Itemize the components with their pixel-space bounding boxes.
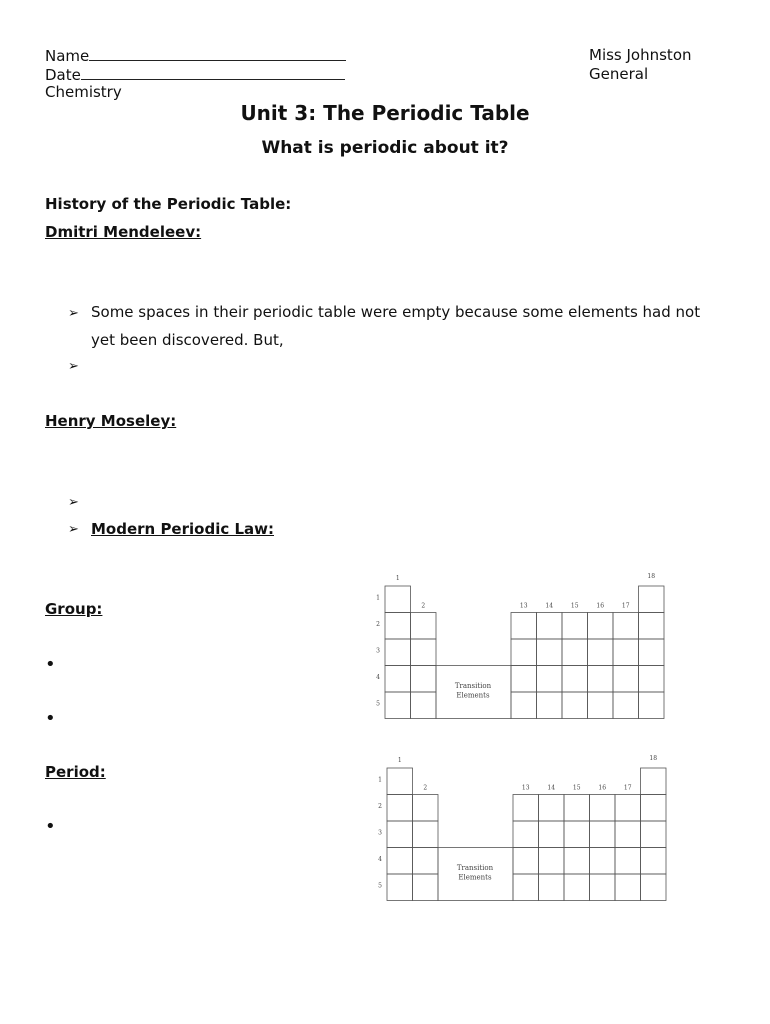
table-cell bbox=[613, 666, 639, 693]
group-bullet: • bbox=[45, 708, 56, 729]
table-cell bbox=[387, 795, 413, 822]
table-cell bbox=[385, 639, 411, 666]
table-cell bbox=[590, 821, 616, 848]
table-cell bbox=[411, 639, 437, 666]
group-label: 2 bbox=[421, 602, 426, 610]
table-cell bbox=[639, 666, 665, 693]
modern-law-heading: Modern Periodic Law: bbox=[91, 520, 274, 538]
table-cell bbox=[537, 639, 563, 666]
periodic-table-outline bbox=[360, 570, 680, 725]
table-cell bbox=[413, 874, 439, 901]
group-label: 18 bbox=[647, 573, 656, 580]
name-line[interactable] bbox=[45, 46, 346, 65]
table-cell bbox=[385, 613, 411, 640]
table-cell bbox=[539, 848, 565, 875]
transition-label: Elements bbox=[458, 873, 492, 882]
table-cell bbox=[562, 666, 588, 693]
moseley-heading: Henry Moseley: bbox=[45, 412, 177, 430]
table-cell bbox=[537, 666, 563, 693]
table-cell bbox=[613, 692, 639, 719]
table-cell bbox=[387, 848, 413, 875]
name-label: Name bbox=[45, 47, 90, 65]
table-cell bbox=[639, 613, 665, 640]
table-cell bbox=[413, 848, 439, 875]
table-cell bbox=[511, 666, 537, 693]
periodic-table-outline-2 bbox=[360, 752, 680, 907]
table-cell bbox=[537, 692, 563, 719]
page-title: Unit 3: The Periodic Table bbox=[240, 101, 530, 125]
mendeleev-heading: Dmitri Mendeleev: bbox=[45, 223, 202, 241]
table-cell bbox=[411, 666, 437, 693]
table-cell bbox=[385, 666, 411, 693]
table-cell bbox=[641, 768, 667, 795]
arrow-bullet-icon: ➢ bbox=[68, 306, 79, 321]
date-line[interactable] bbox=[45, 65, 345, 84]
table-cell bbox=[564, 795, 590, 822]
course-name: Chemistry bbox=[45, 83, 122, 101]
arrow-bullet-icon: ➢ bbox=[68, 359, 79, 374]
table-cell bbox=[564, 821, 590, 848]
table-cell bbox=[564, 848, 590, 875]
period-label: 2 bbox=[378, 802, 382, 810]
table-cell bbox=[562, 639, 588, 666]
table-cell bbox=[641, 821, 667, 848]
table-cell bbox=[511, 639, 537, 666]
table-cell bbox=[641, 795, 667, 822]
table-cell bbox=[615, 795, 641, 822]
group-label: 16 bbox=[596, 602, 605, 610]
date-label: Date bbox=[45, 66, 81, 84]
table-cell bbox=[539, 795, 565, 822]
period-label: 3 bbox=[376, 647, 380, 655]
table-cell bbox=[613, 613, 639, 640]
table-cell bbox=[513, 821, 539, 848]
arrow-bullet-icon: ➢ bbox=[68, 495, 79, 510]
table-cell bbox=[588, 666, 614, 693]
table-cell bbox=[539, 821, 565, 848]
table-cell bbox=[590, 874, 616, 901]
table-cell bbox=[562, 613, 588, 640]
period-label: 1 bbox=[376, 594, 380, 602]
table-cell bbox=[387, 768, 413, 795]
table-cell bbox=[639, 639, 665, 666]
table-cell bbox=[615, 848, 641, 875]
group-label: 13 bbox=[519, 602, 528, 610]
transition-label: Transition bbox=[454, 682, 492, 691]
table-cell bbox=[615, 821, 641, 848]
name-blank[interactable] bbox=[89, 46, 346, 61]
period-label: 4 bbox=[376, 673, 380, 681]
mendeleev-bullet-line2: yet been discovered. But, bbox=[91, 331, 284, 349]
group-label: 18 bbox=[649, 755, 658, 762]
period-heading: Period: bbox=[45, 763, 106, 781]
table-cell bbox=[588, 692, 614, 719]
period-label: 2 bbox=[376, 620, 380, 628]
class-level: General bbox=[589, 65, 649, 83]
history-heading: History of the Periodic Table: bbox=[45, 195, 292, 213]
table-cell bbox=[562, 692, 588, 719]
table-cell bbox=[641, 848, 667, 875]
group-label: 17 bbox=[621, 602, 630, 610]
table-cell bbox=[411, 613, 437, 640]
table-cell bbox=[590, 848, 616, 875]
group-label: 1 bbox=[397, 757, 402, 764]
group-label: 1 bbox=[395, 575, 400, 582]
transition-label: Elements bbox=[456, 691, 490, 700]
arrow-bullet-icon: ➢ bbox=[68, 522, 79, 537]
period-bullet: • bbox=[45, 816, 56, 837]
period-label: 1 bbox=[378, 776, 382, 784]
period-label: 4 bbox=[378, 855, 382, 863]
table-cell bbox=[639, 692, 665, 719]
table-cell bbox=[539, 874, 565, 901]
group-label: 15 bbox=[570, 602, 579, 610]
table-cell bbox=[564, 874, 590, 901]
table-cell bbox=[511, 613, 537, 640]
table-cell bbox=[513, 848, 539, 875]
table-cell bbox=[615, 874, 641, 901]
table-cell bbox=[513, 874, 539, 901]
table-cell bbox=[590, 795, 616, 822]
table-cell bbox=[639, 586, 665, 613]
table-cell bbox=[385, 586, 411, 613]
group-label: 14 bbox=[545, 602, 554, 610]
period-label: 3 bbox=[378, 829, 382, 837]
group-label: 13 bbox=[521, 784, 530, 792]
table-cell bbox=[588, 613, 614, 640]
table-cell bbox=[413, 821, 439, 848]
table-cell bbox=[387, 821, 413, 848]
table-cell bbox=[513, 795, 539, 822]
group-label: 16 bbox=[598, 784, 607, 792]
group-heading: Group: bbox=[45, 600, 103, 618]
table-cell bbox=[511, 692, 537, 719]
group-bullet: • bbox=[45, 654, 56, 675]
table-cell bbox=[385, 692, 411, 719]
group-label: 15 bbox=[572, 784, 581, 792]
group-label: 17 bbox=[623, 784, 632, 792]
transition-label: Transition bbox=[456, 864, 494, 873]
table-cell bbox=[411, 692, 437, 719]
table-cell bbox=[413, 795, 439, 822]
mendeleev-bullet-line1: Some spaces in their periodic table were empty because some elements had not bbox=[91, 303, 701, 321]
period-label: 5 bbox=[376, 700, 380, 708]
period-label: 5 bbox=[378, 882, 382, 890]
table-cell bbox=[387, 874, 413, 901]
page-subtitle: What is periodic about it? bbox=[261, 138, 509, 158]
group-label: 2 bbox=[423, 784, 428, 792]
table-cell bbox=[613, 639, 639, 666]
teacher-name: Miss Johnston bbox=[589, 46, 692, 64]
table-cell bbox=[537, 613, 563, 640]
group-label: 14 bbox=[547, 784, 556, 792]
table-cell bbox=[641, 874, 667, 901]
table-cell bbox=[588, 639, 614, 666]
date-blank[interactable] bbox=[81, 65, 345, 80]
